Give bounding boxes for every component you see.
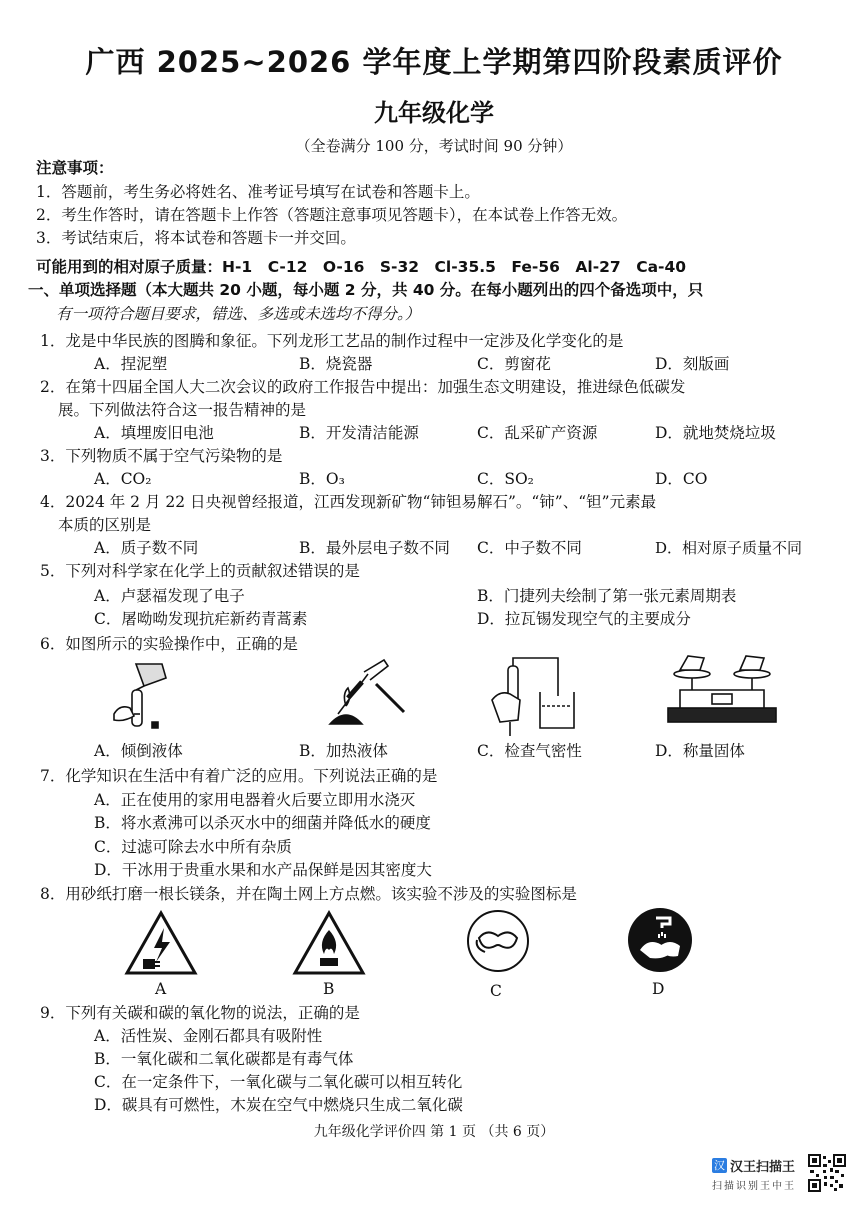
- q9-option-a: A．活性炭、金刚石都具有吸附性: [94, 1027, 323, 1045]
- question-2-stem-cont: 展。下列做法符合这一报告精神的是: [58, 401, 307, 419]
- section-instructions: 有一项符合题目要求，错选、多选或未选均不得分。）: [56, 305, 421, 323]
- q5-option-c: C．屠呦呦发现抗疟新药青蒿素: [94, 610, 308, 628]
- q5-option-b: B．门捷列夫绘制了第一张元素周期表: [477, 587, 737, 605]
- q1-option-c: C．剪窗花: [477, 355, 551, 373]
- question-3-stem: 3．下列物质不属于空气污染物的是: [40, 447, 283, 465]
- atomic-masses: 可能用到的相对原子质量：H-1 C-12 O-16 S-32 Cl-35.5 Fe-56 Al-27 Ca-40: [36, 258, 687, 276]
- q8-label-b: B: [323, 980, 335, 998]
- q5-option-a: A．卢瑟福发现了电子: [94, 587, 245, 605]
- q5-option-d: D．拉瓦锡发现空气的主要成分: [477, 610, 691, 628]
- note-item-3: 3．考试结束后，将本试卷和答题卡一并交回。: [36, 229, 356, 247]
- q8-label-d: D: [652, 980, 665, 998]
- weighing-solid-figure: [662, 648, 782, 730]
- q9-option-b: B．一氧化碳和二氧化碳都是有毒气体: [94, 1050, 354, 1068]
- score-note: （全卷满分 100 分，考试时间 90 分钟）: [295, 137, 573, 155]
- electric-hazard-icon: [124, 910, 198, 976]
- q6-option-c: C．检查气密性: [477, 742, 582, 760]
- flame-hazard-icon: [292, 910, 366, 976]
- q2-option-b: B．开发清洁能源: [299, 424, 419, 442]
- question-4-stem: 4．2024 年 2 月 22 日央视曾经报道，江西发现新矿物“铈钽易解石”。“铈”、“钽”元素最: [40, 493, 657, 511]
- scanner-watermark: [712, 1156, 808, 1192]
- scanner-name: 汉王扫描王: [730, 1160, 796, 1175]
- note-item-1: 1．答题前，考生务必将姓名、准考证号填写在试卷和答题卡上。: [36, 183, 480, 201]
- scanner-badge-icon: 汉: [714, 1159, 725, 1172]
- pouring-liquid-figure: [100, 656, 180, 736]
- q8-label-a: A: [155, 980, 167, 998]
- goggles-icon: [465, 908, 531, 974]
- q7-option-c: C．过滤可除去水中所有杂质: [94, 838, 292, 856]
- question-1-stem: 1．龙是中华民族的图腾和象征。下列龙形工艺品的制作过程中一定涉及化学变化的是: [40, 332, 624, 350]
- q4-option-b: B．最外层电子数不同: [299, 539, 450, 557]
- q6-option-d: D．称量固体: [655, 742, 745, 760]
- scanner-tagline: 扫描识别王中王: [712, 1181, 796, 1192]
- q9-option-d: D．碳具有可燃性，木炭在空气中燃烧只生成二氧化碳: [94, 1096, 463, 1114]
- q9-option-c: C．在一定条件下，一氧化碳与二氧化碳可以相互转化: [94, 1073, 463, 1091]
- q2-option-a: A．填埋废旧电池: [94, 424, 214, 442]
- q3-option-b: B．O₃: [299, 470, 345, 488]
- question-7-stem: 7．化学知识在生活中有着广泛的应用。下列说法正确的是: [40, 767, 438, 785]
- q4-option-a: A．质子数不同: [94, 539, 199, 557]
- question-8-stem: 8．用砂纸打磨一根长镁条，并在陶土网上方点燃。该实验不涉及的实验图标是: [40, 885, 577, 903]
- heating-liquid-figure: [318, 654, 408, 736]
- section-heading: 一、单项选择题（本大题共 20 小题，每小题 2 分，共 40 分。在每小题列出的四个备选项中，只: [28, 281, 704, 299]
- page-subtitle: 九年级化学: [374, 99, 494, 127]
- q2-option-d: D．就地焚烧垃圾: [655, 424, 776, 442]
- question-5-stem: 5．下列对科学家在化学上的贡献叙述错误的是: [40, 562, 360, 580]
- page-footer: 九年级化学评价四 第 1 页 （共 6 页）: [313, 1124, 555, 1140]
- q7-option-d: D．干冰用于贵重水果和水产品保鲜是因其密度大: [94, 861, 432, 879]
- question-4-stem-cont: 本质的区别是: [58, 516, 152, 534]
- qr-code-icon: [808, 1154, 846, 1192]
- q4-option-c: C．中子数不同: [477, 539, 582, 557]
- q8-label-c: C: [490, 982, 502, 1000]
- page-title: 广西 2025~2026 学年度上学期第四阶段素质评价: [85, 45, 783, 79]
- notes-heading: 注意事项：: [36, 159, 114, 177]
- q1-option-d: D．刻版画: [655, 355, 730, 373]
- q4-option-d: D．相对原子质量不同: [655, 539, 803, 557]
- hand-washing-icon: [626, 906, 694, 974]
- q7-option-a: A．正在使用的家用电器着火后要立即用水浇灭: [94, 791, 416, 809]
- q3-option-c: C．SO₂: [477, 470, 534, 488]
- note-item-2: 2．考生作答时，请在答题卡上作答（答题注意事项见答题卡），在本试卷上作答无效。: [36, 206, 628, 224]
- q1-option-a: A．捏泥塑: [94, 355, 168, 373]
- question-6-stem: 6．如图所示的实验操作中，正确的是: [40, 635, 298, 653]
- q7-option-b: B．将水煮沸可以杀灭水中的细菌并降低水的硬度: [94, 814, 431, 832]
- question-2-stem: 2．在第十四届全国人大二次会议的政府工作报告中提出：加强生态文明建设，推进绿色低碳发: [40, 378, 686, 396]
- q2-option-c: C．乱采矿产资源: [477, 424, 598, 442]
- q6-option-b: B．加热液体: [299, 742, 388, 760]
- q6-option-a: A．倾倒液体: [94, 742, 183, 760]
- q3-option-a: A．CO₂: [94, 470, 152, 488]
- airtightness-check-figure: [488, 656, 578, 736]
- q3-option-d: D．CO: [655, 470, 708, 488]
- q1-option-b: B．烧瓷器: [299, 355, 373, 373]
- question-9-stem: 9．下列有关碳和碳的氧化物的说法，正确的是: [40, 1004, 360, 1022]
